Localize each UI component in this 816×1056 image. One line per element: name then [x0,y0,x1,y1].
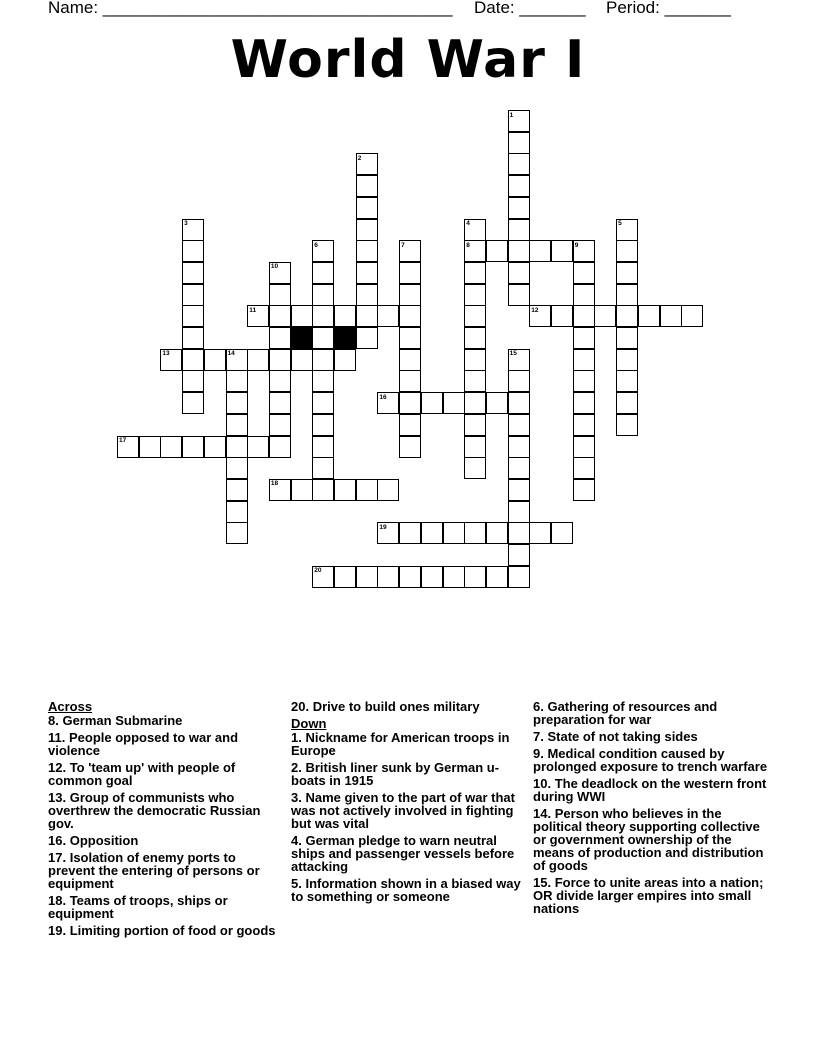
clue-number: 17 [119,437,127,444]
clue-item [48,731,284,757]
grid-cell[interactable] [508,132,530,154]
clue-text: Group of communists who overthrew the democratic Russian gov. [48,790,261,831]
grid-cell[interactable] [616,262,638,284]
clue-text: Limiting portion of food or goods [69,923,276,938]
grid-cell[interactable] [312,349,334,371]
grid-cell[interactable] [573,349,595,371]
grid-cell[interactable] [573,479,595,501]
clue-number: 14 [227,350,235,358]
down-heading: Down [291,716,327,731]
clue-num: 11. [48,730,66,745]
grid-cell[interactable] [226,392,248,414]
clue-text: To 'team up' with people of common goal [48,760,236,788]
clue-text: Teams of troops, ships or equipment [48,893,228,921]
grid-cell[interactable] [464,262,486,284]
grid-cell[interactable] [399,522,421,544]
grid-cell[interactable] [443,566,465,588]
grid-cell[interactable] [312,284,334,306]
clue-num: 15. [533,875,552,890]
clue-number: 1 [509,111,514,119]
grid-cell[interactable] [269,392,291,414]
clue-num: 10. [533,776,552,791]
grid-cell[interactable] [377,566,399,588]
grid-cell[interactable] [226,436,248,458]
grid-cell[interactable] [356,175,378,197]
grid-cell[interactable] [312,305,334,327]
clue-num: 16. [48,833,67,848]
grid-cell[interactable] [464,436,486,458]
grid-cell[interactable] [377,522,399,544]
clue-number: 18 [270,480,279,488]
grid-cell[interactable] [616,349,638,371]
grid-cell[interactable] [204,349,226,371]
grid-cell[interactable] [508,153,530,175]
grid-cell[interactable] [399,392,421,414]
grid-cell[interactable] [616,414,638,436]
clue-num: 9. [533,746,544,761]
clue-item [533,700,769,726]
grid-cell[interactable] [269,327,291,349]
clue-item [48,714,284,727]
grid-cell[interactable] [291,349,313,371]
grid-cell[interactable] [443,392,465,414]
clue-num: 6. [533,699,544,714]
grid-cell[interactable] [573,370,595,392]
clue-text: Isolation of enemy ports to prevent the entering of persons or equipment [48,850,260,891]
grid-cell[interactable] [377,479,399,501]
grid-cell[interactable] [616,392,638,414]
grid-cell[interactable] [312,479,334,501]
grid-cell[interactable] [399,305,421,327]
clue-text: State of not taking sides [547,729,698,744]
grid-cell[interactable] [312,240,334,262]
grid-cell[interactable] [399,566,421,588]
grid-cell[interactable] [464,414,486,436]
grid-cell[interactable] [508,457,530,479]
grid-cell[interactable] [356,284,378,306]
clue-number: 11 [249,306,257,314]
grid-cell[interactable] [204,436,226,458]
clue-text: German pledge to warn neutral ships and passenger vessels before attacking [291,833,515,874]
clue-number: 8 [466,241,470,249]
grid-cell[interactable] [182,219,204,241]
clue-text: Person who believes in the political theory supporting collective or government ownership of the means of production and distribution of goods [533,806,764,873]
clue-number: 5 [618,220,622,227]
clue-num: 7. [533,729,544,744]
grid-cell[interactable] [182,240,204,262]
clue-item [291,877,527,903]
grid-cell[interactable] [573,284,595,306]
grid-cell[interactable] [377,392,399,414]
grid-cell[interactable] [616,370,638,392]
clue-number: 10 [270,263,279,271]
grid-cell[interactable] [660,305,682,327]
grid-cell[interactable] [508,566,530,588]
clue-num: 1. [291,730,302,745]
grid-cell[interactable] [269,349,291,371]
grid-cell[interactable] [226,457,248,479]
clue-item [48,924,284,937]
clue-number: 20 [314,567,322,575]
page-title: World War I [230,30,586,90]
clue-num: 4. [291,833,302,848]
grid-cell[interactable] [356,219,378,241]
grid-cell[interactable] [182,284,204,306]
grid-cell[interactable] [269,436,291,458]
clue-number: 13 [162,350,170,358]
grid-cell[interactable] [508,392,530,414]
clue-number: 6 [314,241,318,249]
name-field[interactable]: Name: _____________________________________ [48,0,453,17]
clue-item [533,730,769,743]
grid-cell[interactable] [508,370,530,392]
grid-cell[interactable] [182,262,204,284]
clue-num: 5. [291,876,302,891]
grid-cell[interactable] [638,305,660,327]
clues-column-3 [533,700,769,919]
grid-cell[interactable] [356,566,378,588]
clue-num: 3. [291,790,302,805]
grid-cell[interactable] [508,240,530,262]
black-square [291,327,313,349]
clue-text: German Submarine [62,713,183,728]
date-field[interactable]: Date: _______ [474,0,586,17]
clue-num: 17. [48,850,67,865]
clue-text: British liner sunk by German u-boats in 1915 [291,760,500,788]
grid-cell[interactable] [356,240,378,262]
clue-num: 12. [48,760,67,775]
clue-number: 15 [509,350,517,358]
grid-cell[interactable] [399,370,421,392]
clue-number: 12 [531,306,539,314]
grid-cell[interactable] [312,566,334,588]
clues-column-1 [48,700,284,941]
grid-cell[interactable] [573,240,595,262]
grid-cell[interactable] [291,305,313,327]
clue-text: Medical condition caused by prolonged exposure to trench warfare [533,746,768,774]
grid-cell[interactable] [551,240,573,262]
grid-cell[interactable] [486,392,508,414]
grid-cell[interactable] [356,197,378,219]
grid-cell[interactable] [508,197,530,219]
grid-cell[interactable] [464,349,486,371]
grid-cell[interactable] [312,370,334,392]
grid-cell[interactable] [182,370,204,392]
grid-cell[interactable] [508,479,530,501]
grid-cell[interactable] [573,457,595,479]
grid-cell[interactable] [616,327,638,349]
clue-item [291,700,527,713]
grid-cell[interactable] [508,501,530,523]
grid-cell[interactable] [464,284,486,306]
grid-cell[interactable] [377,305,399,327]
grid-cell[interactable] [508,414,530,436]
grid-cell[interactable] [334,305,356,327]
grid-cell[interactable] [399,262,421,284]
grid-cell[interactable] [356,327,378,349]
clue-item [48,834,284,847]
grid-cell[interactable] [160,349,182,371]
grid-cell[interactable] [529,305,551,327]
grid-cell[interactable] [139,436,161,458]
grid-cell[interactable] [182,392,204,414]
clue-item [48,761,284,787]
grid-cell[interactable] [160,436,182,458]
clue-item [533,876,769,915]
grid-cell[interactable] [356,479,378,501]
clue-item [533,807,769,872]
grid-cell[interactable] [529,240,551,262]
grid-cell[interactable] [312,262,334,284]
grid-cell[interactable] [247,305,269,327]
grid-cell[interactable] [399,240,421,262]
clue-num: 8. [48,713,59,728]
grid-cell[interactable] [421,522,443,544]
grid-cell[interactable] [226,501,248,523]
clue-text: Opposition [69,833,139,848]
grid-cell[interactable] [312,457,334,479]
grid-cell[interactable] [508,219,530,241]
clue-number: 16 [379,393,387,401]
across-heading: Across [48,699,93,714]
clue-item [291,791,527,830]
clue-item [291,761,527,787]
grid-cell[interactable] [312,327,334,349]
clue-number: 7 [401,241,405,249]
grid-cell[interactable] [486,566,508,588]
grid-cell[interactable] [247,436,269,458]
grid-cell[interactable] [508,262,530,284]
grid-cell[interactable] [399,284,421,306]
clue-item [533,777,769,803]
clue-item [291,834,527,873]
grid-cell[interactable] [464,370,486,392]
clue-item [48,851,284,890]
grid-cell[interactable] [551,305,573,327]
grid-cell[interactable] [486,522,508,544]
grid-cell[interactable] [226,349,248,371]
grid-cell[interactable] [182,305,204,327]
grid-cell[interactable] [269,284,291,306]
clue-item [533,747,769,773]
grid-cell[interactable] [529,522,551,544]
grid-cell[interactable] [508,544,530,566]
grid-cell[interactable] [508,436,530,458]
clue-number: 2 [357,154,362,162]
grid-cell[interactable] [312,414,334,436]
grid-cell[interactable] [356,262,378,284]
black-square [334,327,356,349]
grid-cell[interactable] [226,370,248,392]
grid-cell[interactable] [226,479,248,501]
grid-cell[interactable] [616,305,638,327]
grid-cell[interactable] [182,327,204,349]
clue-text: Name given to the part of war that was not actively involved in fighting but was vital [291,790,515,831]
grid-cell[interactable] [356,305,378,327]
clue-num: 2. [291,760,302,775]
grid-cell[interactable] [616,284,638,306]
grid-cell[interactable] [269,370,291,392]
grid-cell[interactable] [464,327,486,349]
period-field[interactable]: Period: _______ [606,0,731,17]
grid-cell[interactable] [681,305,703,327]
grid-cell[interactable] [464,566,486,588]
clue-num: 14. [533,806,552,821]
grid-cell[interactable] [573,305,595,327]
grid-cell[interactable] [226,414,248,436]
grid-cell[interactable] [182,436,204,458]
grid-cell[interactable] [508,110,530,132]
clue-text: Force to unite areas into a nation; OR divide larger empires into small nations [533,875,764,916]
grid-cell[interactable] [464,305,486,327]
grid-cell[interactable] [573,414,595,436]
clue-item [48,791,284,830]
clue-number: 4 [466,220,470,227]
grid-cell[interactable] [312,392,334,414]
clue-item [48,894,284,920]
grid-cell[interactable] [269,305,291,327]
clue-number: 9 [574,241,579,249]
grid-cell[interactable] [399,436,421,458]
grid-cell[interactable] [551,522,573,544]
grid-cell[interactable] [421,392,443,414]
grid-cell[interactable] [486,240,508,262]
grid-cell[interactable] [291,479,313,501]
clues-column-2 [291,700,527,907]
grid-cell[interactable] [616,219,638,241]
clue-num: 13. [48,790,67,805]
grid-cell[interactable] [182,349,204,371]
grid-cell[interactable] [356,153,378,175]
clue-text: Information shown in a biased way to something or someone [291,876,521,904]
grid-cell[interactable] [573,327,595,349]
clue-text: Nickname for American troops in Europe [291,730,510,758]
grid-cell[interactable] [573,262,595,284]
grid-cell[interactable] [464,457,486,479]
grid-cell[interactable] [269,262,291,284]
clue-num: 20. [291,699,310,714]
grid-cell[interactable] [117,436,139,458]
clue-number: 3 [184,220,188,227]
clue-number: 19 [379,523,387,531]
grid-cell[interactable] [269,414,291,436]
grid-cell[interactable] [508,349,530,371]
grid-cell[interactable] [594,305,616,327]
grid-cell[interactable] [464,522,486,544]
grid-cell[interactable] [464,240,486,262]
clue-item [291,731,527,757]
grid-cell[interactable] [399,414,421,436]
grid-cell[interactable] [312,436,334,458]
grid-cell[interactable] [443,522,465,544]
grid-cell[interactable] [508,175,530,197]
clue-text: People opposed to war and violence [48,730,239,758]
clue-text: The deadlock on the western front during WWI [533,776,767,804]
clue-num: 18. [48,893,67,908]
clue-num: 19. [48,923,67,938]
grid-cell[interactable] [399,327,421,349]
clue-text: Gathering of resources and preparation for war [533,699,718,727]
grid-cell[interactable] [399,349,421,371]
grid-cell[interactable] [247,349,269,371]
grid-cell[interactable] [421,566,443,588]
grid-cell[interactable] [508,284,530,306]
grid-cell[interactable] [334,566,356,588]
clue-text: Drive to build ones military [312,699,480,714]
grid-cell[interactable] [616,240,638,262]
grid-cell[interactable] [464,392,486,414]
grid-cell[interactable] [573,436,595,458]
grid-cell[interactable] [464,219,486,241]
grid-cell[interactable] [334,479,356,501]
grid-cell[interactable] [226,522,248,544]
grid-cell[interactable] [334,349,356,371]
grid-cell[interactable] [573,392,595,414]
grid-cell[interactable] [508,522,530,544]
grid-cell[interactable] [269,479,291,501]
